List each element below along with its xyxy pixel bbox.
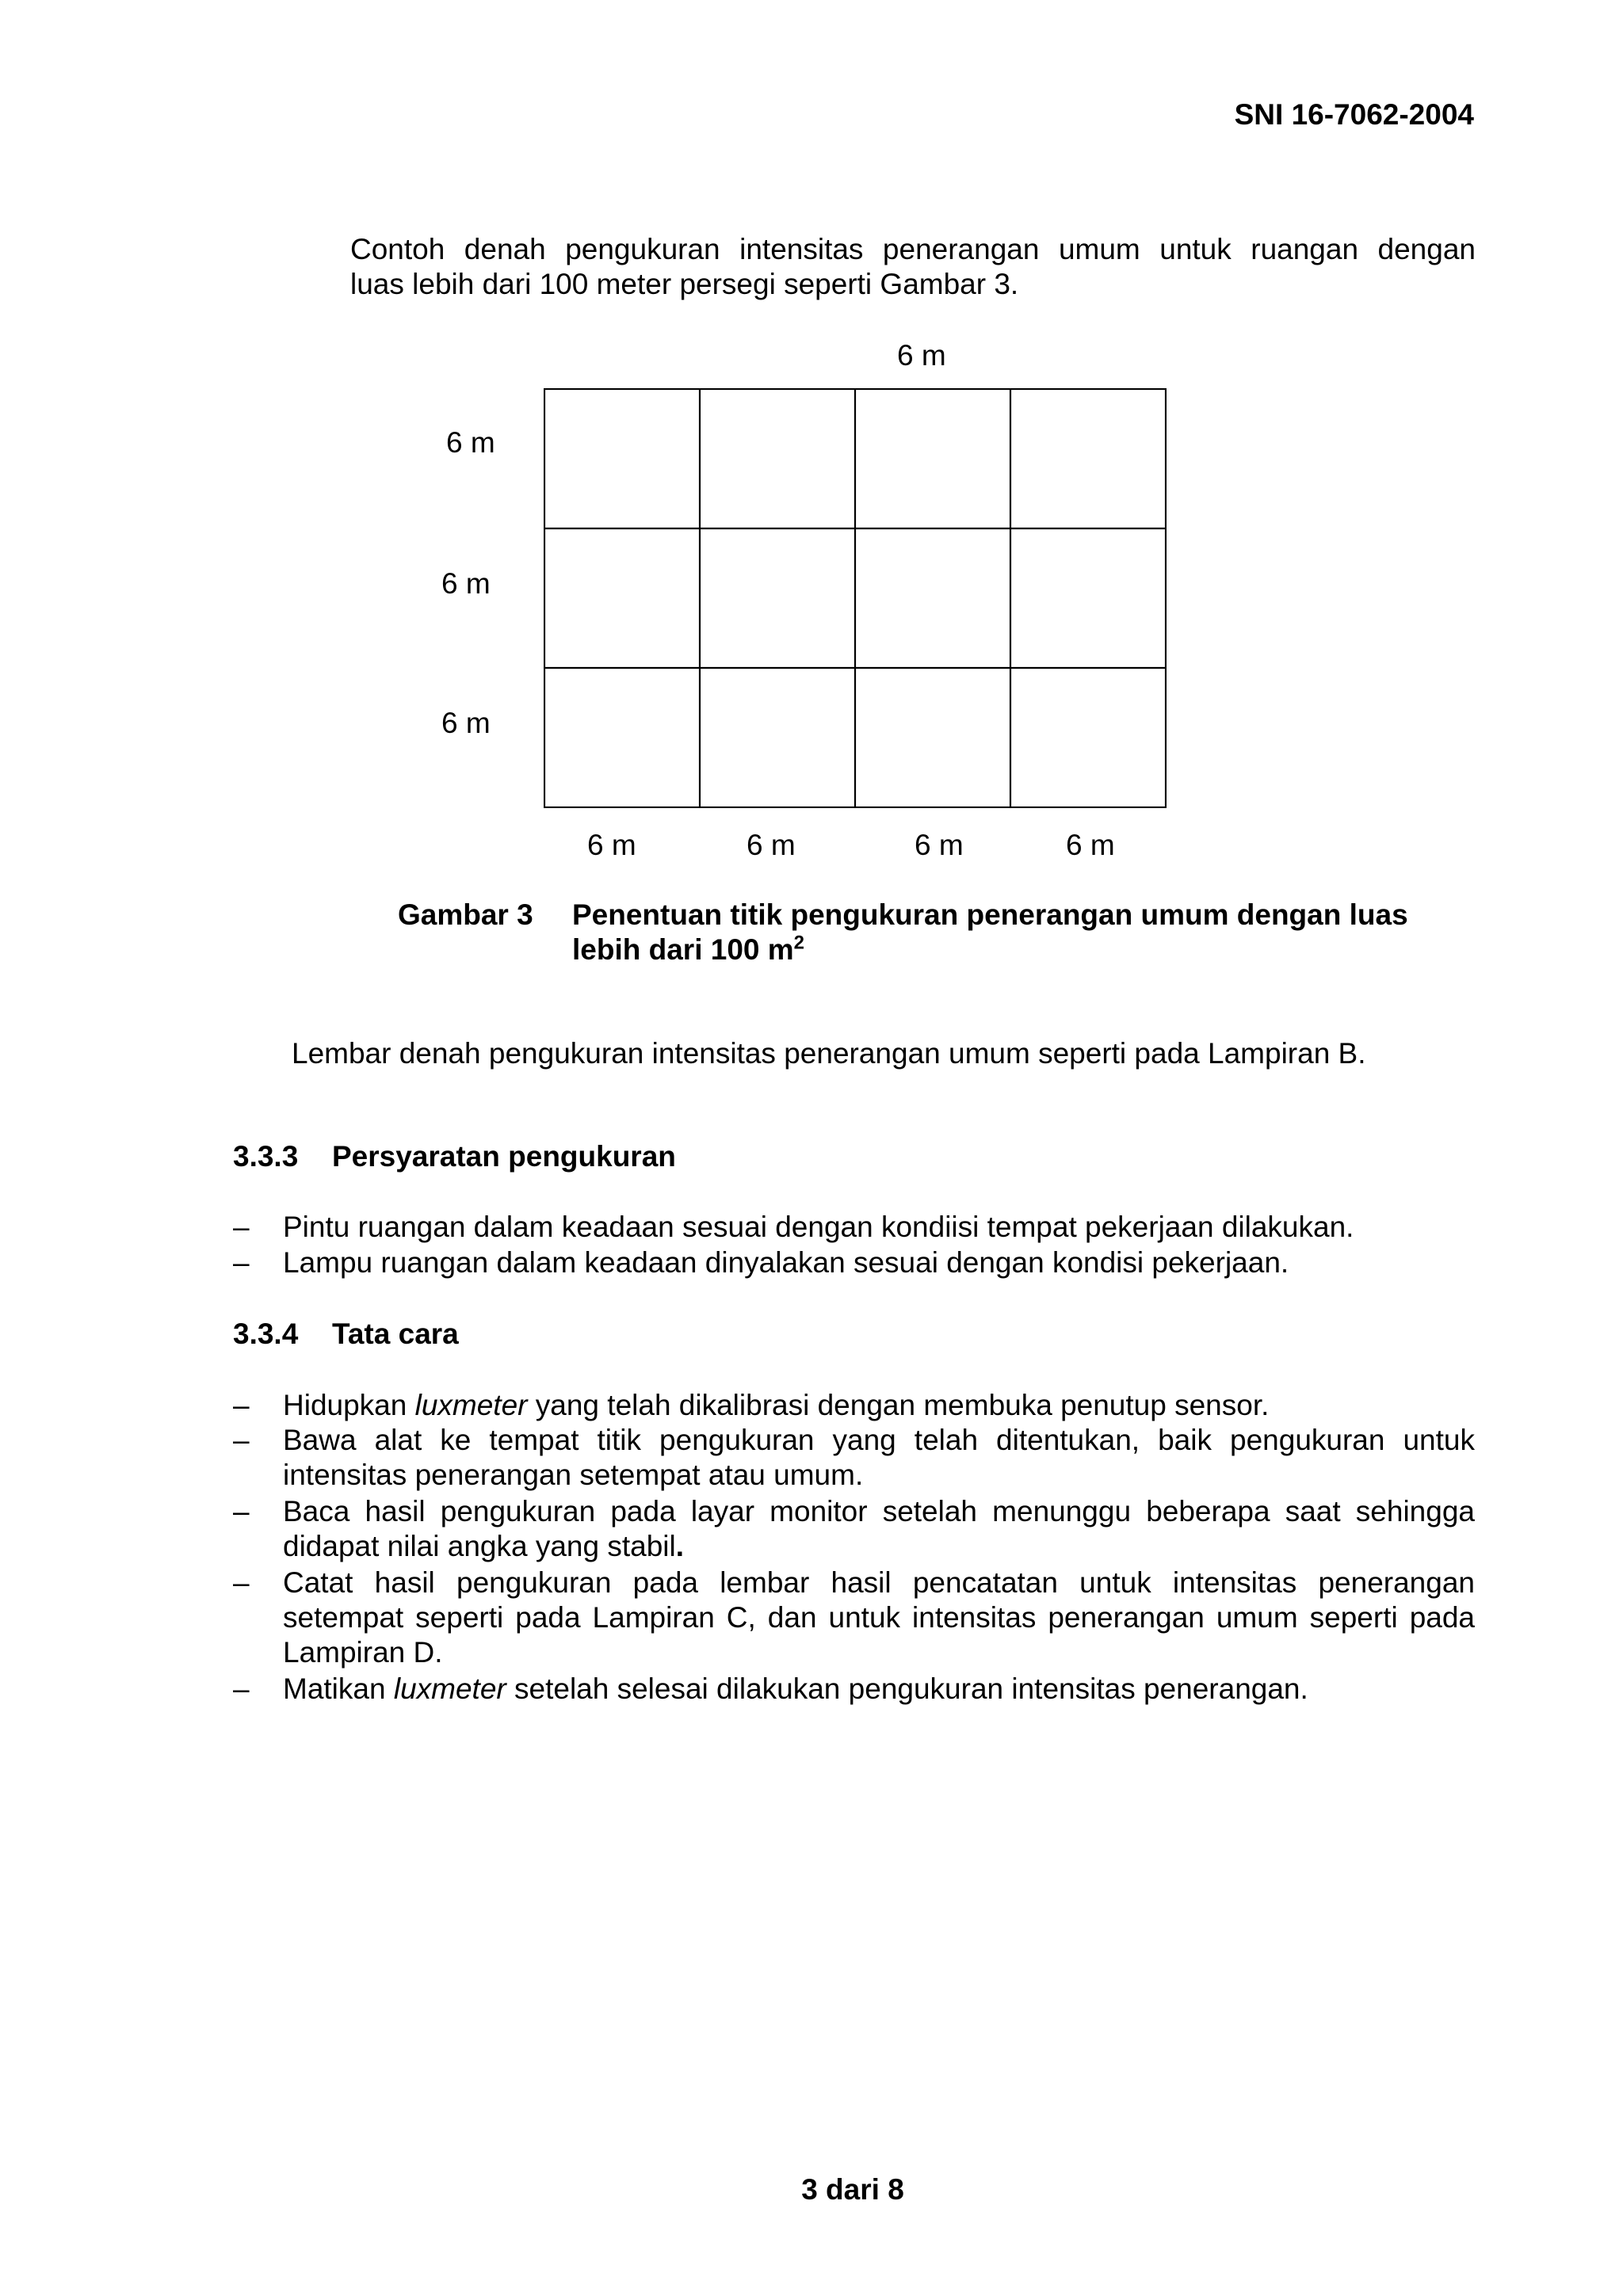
section-334-number: 3.3.4 (233, 1318, 299, 1350)
figure-caption-superscript: 2 (793, 932, 805, 954)
procedure-step-4-line-1: Catat hasil pengukuran pada lembar hasil pencatatan untuk intensitas penerangan (283, 1566, 1475, 1599)
grid-col-label-2: 6 m (747, 829, 796, 861)
grid-row-label-3: 6 m (441, 707, 491, 739)
list-item (283, 1423, 1475, 1493)
section-333-number: 3.3.3 (233, 1140, 299, 1173)
list-dash: – (233, 1495, 250, 1527)
procedure-step-4-line-2: setempat seperti pada Lampiran C, dan untuk intensitas penerangan umum seperti pada (283, 1601, 1475, 1634)
procedure-step-1 (283, 1388, 1475, 1423)
section-334-title: Tata cara (332, 1318, 459, 1350)
procedure-step-2-line-1: Bawa alat ke tempat titik pengukuran yang telah ditentukan, baik pengukuran untuk (283, 1424, 1475, 1456)
procedure-step-2-line-2: intensitas penerangan setempat atau umum. (283, 1459, 864, 1491)
step-5-text-b: setelah selesai dilakukan pengukuran intensitas penerangan. (506, 1672, 1308, 1705)
requirement-1: Pintu ruangan dalam keadaan sesuai dengan kondiisi tempat pekerjaan dilakukan. (283, 1211, 1354, 1243)
lembar-paragraph: Lembar denah pengukuran intensitas penerangan umum seperti pada Lampiran B. (292, 1037, 1366, 1070)
grid-col-label-1: 6 m (587, 829, 636, 861)
step-3-text: didapat nilai angka yang stabil (283, 1530, 676, 1562)
list-item (283, 1494, 1475, 1564)
list-item (283, 1245, 1475, 1280)
procedure-step-3-line-1: Baca hasil pengukuran pada layar monitor setelah menunggu beberapa saat sehingga (283, 1495, 1475, 1527)
grid-row-label-1: 6 m (446, 426, 495, 459)
grid-col-label-4: 6 m (1066, 829, 1115, 861)
requirement-2: Lampu ruangan dalam keadaan dinyalakan sesuai dengan kondisi pekerjaan. (283, 1246, 1289, 1279)
procedure-step-5 (283, 1672, 1475, 1707)
list-dash: – (233, 1424, 250, 1456)
list-item (283, 1672, 1475, 1707)
procedure-step-3-line-2 (283, 1529, 1475, 1564)
step-3-period: . (675, 1530, 685, 1562)
list-item (283, 1210, 1475, 1245)
list-item (283, 1566, 1475, 1670)
list-dash: – (233, 1672, 250, 1705)
intro-paragraph (350, 232, 1476, 302)
step-1-text-a: Hidupkan (283, 1389, 415, 1421)
grid-top-label: 6 m (897, 339, 946, 372)
list-item (283, 1388, 1475, 1423)
step-5-text-a: Matikan (283, 1672, 394, 1705)
step-1-text-b: yang telah dikalibrasi dengan membuka penutup sensor. (527, 1389, 1270, 1421)
figure-caption-line-1: Penentuan titik pengukuran penerangan umum dengan luas (572, 898, 1408, 931)
section-333-title: Persyaratan pengukuran (332, 1140, 676, 1173)
document-code: SNI 16-7062-2004 (1234, 98, 1474, 131)
list-dash: – (233, 1211, 250, 1243)
list-dash: – (233, 1389, 250, 1421)
intro-line-2: luas lebih dari 100 meter persegi seperti Gambar 3. (350, 268, 1019, 300)
procedure-step-4-line-3: Lampiran D. (283, 1636, 443, 1669)
figure-caption-number: Gambar 3 (398, 898, 533, 931)
grid-col-label-3: 6 m (915, 829, 964, 861)
luxmeter-term: luxmeter (414, 1389, 528, 1421)
figure-caption-text: lebih dari 100 m (572, 933, 794, 966)
intro-line-1: Contoh denah pengukuran intensitas penerangan umum untuk ruangan dengan (350, 233, 1476, 265)
list-dash: – (233, 1566, 250, 1599)
luxmeter-term: luxmeter (393, 1672, 506, 1705)
page-number: 3 dari 8 (801, 2173, 904, 2206)
list-dash: – (233, 1246, 250, 1279)
measurement-grid (544, 388, 1167, 808)
grid-row-label-2: 6 m (441, 567, 491, 600)
figure-caption-line-2 (572, 933, 804, 967)
